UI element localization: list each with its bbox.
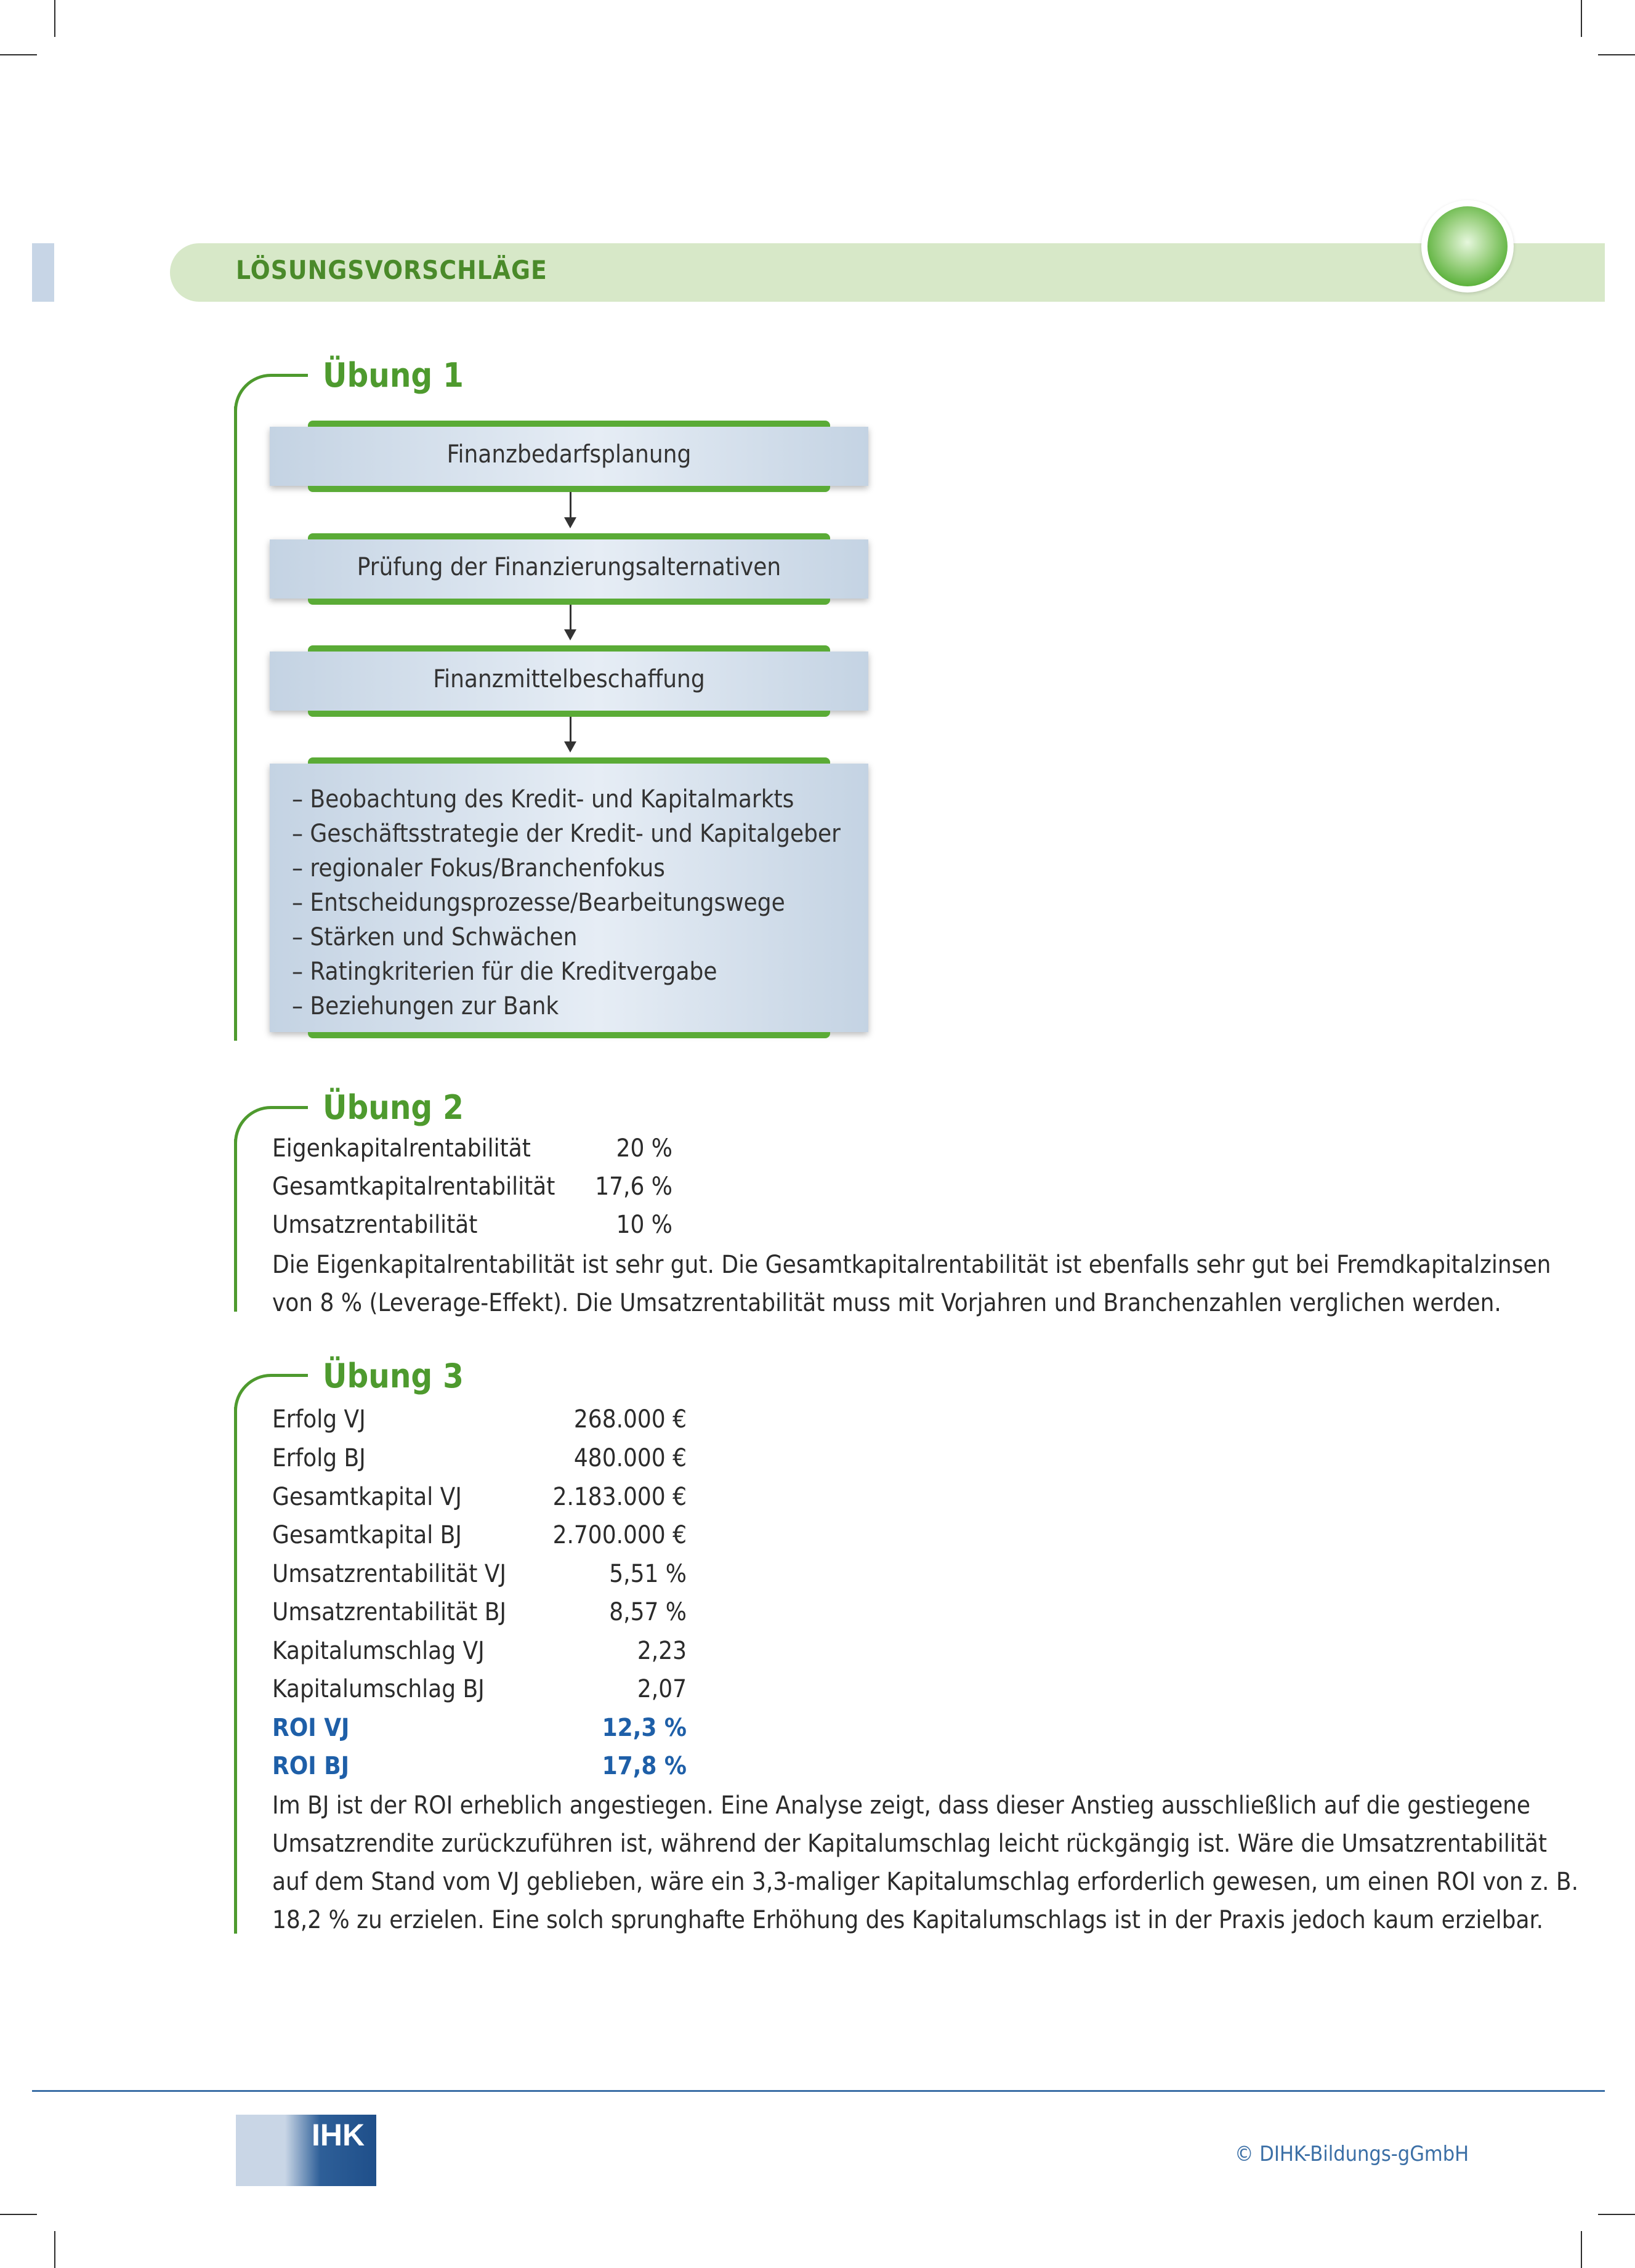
- metric-label: Kapitalumschlag BJ: [272, 1675, 485, 1703]
- metric-label: Gesamtkapital BJ: [272, 1521, 462, 1549]
- metric-label: Eigenkapitalrentabilität: [272, 1134, 531, 1163]
- section-bracket-line: [234, 406, 237, 1041]
- metric-label: Gesamtkapitalrentabilität: [272, 1172, 555, 1201]
- crop-mark: [1598, 54, 1635, 55]
- flow-step-1: [270, 427, 868, 486]
- list-item: – Ratingkriterien für die Kreditvergabe: [292, 958, 717, 986]
- explanation-paragraph: [272, 1786, 1578, 1939]
- page-title: LÖSUNGSVORSCHLÄGE: [236, 255, 547, 285]
- arrow-down-icon: [564, 517, 576, 528]
- decorative-green-ball-icon: [1427, 206, 1508, 286]
- paragraph-line: 18,2 % zu erzielen. Eine solch sprunghafte Erhöhung des Kapitalumschlags ist in der Praxis jedoch kaum erzielbar.: [272, 1906, 1544, 1934]
- paragraph-line: von 8 % (Leverage-Effekt). Die Umsatzrentabilität muss mit Vorjahren und Branchenzahlen verglichen werden.: [272, 1289, 1501, 1317]
- metric-value: 2.183.000 €: [552, 1483, 687, 1511]
- flow-arrow-line: [570, 492, 571, 517]
- section-title-uebung3: Übung 3: [323, 1357, 464, 1395]
- list-item: – Beobachtung des Kredit- und Kapitalmarkts: [292, 785, 794, 813]
- arrow-down-icon: [564, 629, 576, 640]
- metric-value: 20 %: [616, 1134, 672, 1163]
- section-title-uebung1: Übung 1: [323, 356, 464, 395]
- section-title-uebung2: Übung 2: [323, 1088, 464, 1127]
- metric-value: 2.700.000 €: [552, 1521, 687, 1549]
- metric-value: 5,51 %: [609, 1560, 687, 1588]
- crop-mark: [1581, 2231, 1582, 2268]
- list-item: – Geschäftsstrategie der Kredit- und Kapitalgeber: [292, 820, 841, 848]
- section-bracket-line: [234, 1407, 237, 1934]
- paragraph-line: Im BJ ist der ROI erheblich angestiegen. Eine Analyse zeigt, dass dieser Anstieg ausschließlich auf die gestiegene: [272, 1791, 1531, 1820]
- section-bracket-line: [234, 1139, 237, 1312]
- metric-label: Erfolg VJ: [272, 1405, 366, 1434]
- metric-value: 10 %: [616, 1211, 672, 1239]
- metric-label: Gesamtkapital VJ: [272, 1483, 462, 1511]
- metric-value: 2,07: [637, 1675, 687, 1703]
- crop-mark: [1598, 2214, 1635, 2215]
- metric-value: 480.000 €: [573, 1444, 687, 1472]
- metric-label: Umsatzrentabilität VJ: [272, 1560, 506, 1588]
- roi-value: 12,3 %: [602, 1714, 687, 1742]
- crop-mark: [0, 54, 37, 55]
- metric-value: 8,57 %: [609, 1598, 687, 1626]
- flow-step-label: Finanzbedarfsplanung: [446, 440, 692, 469]
- footer-divider: [32, 2090, 1605, 2092]
- crop-mark: [54, 2231, 55, 2268]
- metric-label: Erfolg BJ: [272, 1444, 366, 1472]
- roi-label: ROI VJ: [272, 1714, 350, 1742]
- metric-label: Umsatzrentabilität BJ: [272, 1598, 507, 1626]
- paragraph-line: auf dem Stand vom VJ geblieben, wäre ein 3,3-maliger Kapitalumschlag erforderlich gewesen, um einen ROI von z. B.: [272, 1868, 1578, 1896]
- ihk-logo-text: IHK: [312, 2118, 365, 2152]
- metric-value: 268.000 €: [573, 1405, 687, 1434]
- flow-arrow-line: [570, 605, 571, 629]
- metric-label: Umsatzrentabilität: [272, 1211, 478, 1239]
- roi-value: 17,8 %: [602, 1752, 687, 1780]
- arrow-down-icon: [564, 741, 576, 753]
- metric-label: Kapitalumschlag VJ: [272, 1637, 485, 1665]
- flow-detail-box: [270, 764, 868, 1032]
- flow-arrow-line: [570, 717, 571, 741]
- crop-mark: [1581, 0, 1582, 37]
- list-item: – Beziehungen zur Bank: [292, 992, 559, 1020]
- crop-mark: [54, 0, 55, 37]
- metric-value: 2,23: [637, 1637, 687, 1665]
- flow-step-2: [270, 539, 868, 599]
- paragraph-line: Umsatzrendite zurückzuführen ist, während der Kapitalumschlag leicht rückgängig ist. Wäre die Umsatzrentabilität: [272, 1830, 1547, 1858]
- copyright-notice: © DIHK-Bildungs-gGmbH: [1235, 2142, 1469, 2166]
- list-item: – Stärken und Schwächen: [292, 923, 578, 951]
- flow-step-label: Prüfung der Finanzierungsalternativen: [357, 553, 781, 581]
- paragraph-line: Die Eigenkapitalrentabilität ist sehr gut. Die Gesamtkapitalrentabilität ist ebenfalls sehr gut bei Fremdkapitalzinsen: [272, 1251, 1551, 1279]
- metric-value: 17,6 %: [595, 1172, 672, 1201]
- list-item: – Entscheidungsprozesse/Bearbeitungswege: [292, 889, 785, 917]
- flow-step-3: [270, 652, 868, 711]
- roi-label: ROI BJ: [272, 1752, 349, 1780]
- crop-mark: [0, 2214, 37, 2215]
- side-tab: [32, 243, 54, 302]
- flow-step-label: Finanzmittelbeschaffung: [433, 665, 705, 693]
- detail-list: [292, 782, 841, 1023]
- explanation-paragraph: [272, 1246, 1551, 1322]
- section-bracket-curve: [234, 374, 308, 411]
- list-item: – regionaler Fokus/Branchenfokus: [292, 854, 665, 882]
